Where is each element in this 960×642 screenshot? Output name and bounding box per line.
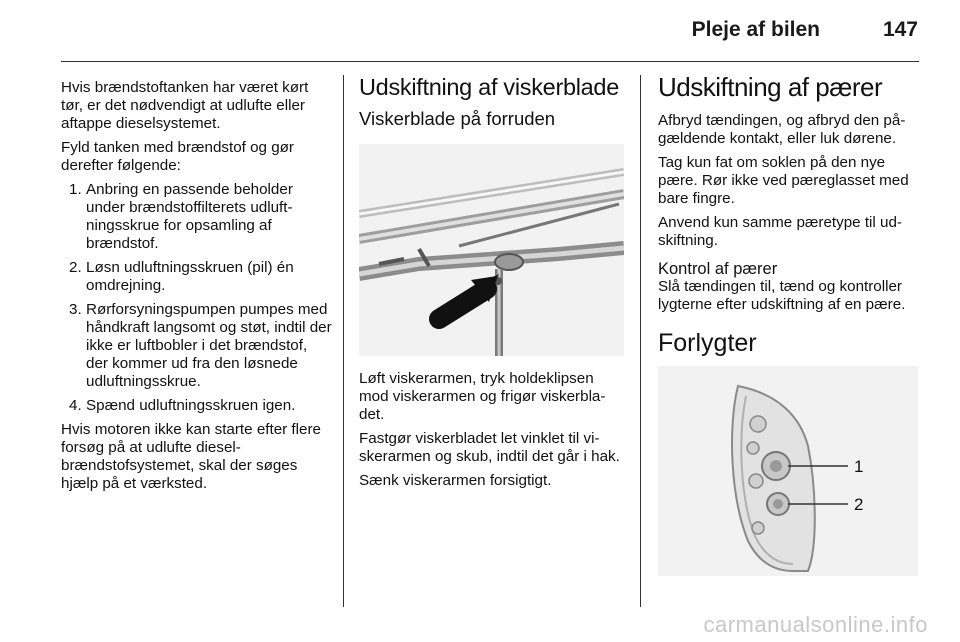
header-divider bbox=[61, 61, 919, 62]
headlight-drawing bbox=[658, 366, 918, 576]
section-heading-wiper: Udskiftning af viskerblade bbox=[359, 74, 619, 100]
subheading-windscreen: Viskerblade på forruden bbox=[359, 108, 556, 129]
check-bulbs-paragraph: Slå tændingen til, tænd og kontroller lygterne efter udskiftning af en pære. bbox=[658, 278, 906, 313]
section-heading-bulbs: Udskiftning af pærer bbox=[658, 72, 883, 102]
instruction-paragraph: Fyld tanken med brændstof og gør derefter følgende: bbox=[61, 139, 294, 174]
column-divider-2 bbox=[640, 75, 641, 607]
subheading-check-bulbs: Kontrol af pærer bbox=[658, 260, 778, 278]
column-3 bbox=[658, 72, 923, 576]
section-heading-headlights: Forlygter bbox=[658, 329, 757, 357]
column-2 bbox=[359, 74, 621, 496]
page-header-title: Pleje af bilen bbox=[691, 18, 820, 41]
watermark: carmanualsonline.info bbox=[703, 612, 928, 637]
wiper-paragraph-3: Sænk viskerarmen forsigtigt. bbox=[359, 472, 552, 489]
headlight-illustration bbox=[658, 366, 918, 576]
bulbs-paragraph-3: Anvend kun samme pæretype til ud-skiftning. bbox=[658, 214, 902, 249]
wiper-paragraph-2: Fastgør viskerbladet let vinklet til vi-skerarmen og skub, indtil det går i hak. bbox=[359, 430, 620, 465]
wiper-drawing bbox=[359, 144, 624, 356]
step-text: Anbring en passende beholder under brændstoffilterets udluft-ningsskrue for opsamling af brændstof. bbox=[86, 181, 293, 252]
wiper-illustration bbox=[359, 144, 624, 356]
wiper-paragraph-1: Løft viskerarmen, tryk holdeklipsen mod viskerarmen og frigør viskerbla-det. bbox=[359, 370, 606, 423]
step-text: Løsn udluftningsskruen (pil) én omdrejning. bbox=[86, 259, 294, 294]
list-item bbox=[61, 301, 333, 391]
step-number: 1. bbox=[69, 181, 82, 198]
step-number: 2. bbox=[69, 259, 82, 276]
page-number: 147 bbox=[882, 18, 918, 41]
step-text: Spænd udluftningsskruen igen. bbox=[86, 397, 296, 414]
step-text: Rørforsyningspumpen pumpes med håndkraft langsomt og støt, indtil der ikke er luftbobler i det brændstof, der kommer ud fra den løsnede udluftningsskrue. bbox=[86, 301, 332, 390]
column-1 bbox=[61, 79, 333, 499]
step-number: 4. bbox=[69, 397, 82, 414]
steps-list bbox=[61, 181, 333, 415]
headlight-label-2: 2 bbox=[854, 495, 864, 514]
headlight-label-1: 1 bbox=[854, 457, 864, 476]
column-divider-1 bbox=[343, 75, 344, 607]
bulbs-paragraph-1: Afbryd tændingen, og afbryd den på-gældende kontakt, eller luk dørene. bbox=[658, 112, 906, 147]
list-item bbox=[61, 259, 333, 295]
outro-paragraph: Hvis motoren ikke kan starte efter flere forsøg på at udlufte diesel-brændstofsystemet, skal der søges hjælp på et værksted. bbox=[61, 421, 321, 492]
list-item bbox=[61, 397, 333, 415]
step-number: 3. bbox=[69, 301, 82, 318]
list-item bbox=[61, 181, 333, 253]
bulbs-paragraph-2: Tag kun fat om soklen på den nye pære. Rør ikke ved pæreglasset med bare fingre. bbox=[658, 154, 909, 207]
intro-paragraph: Hvis brændstoftanken har været kørt tør, er det nødvendigt at udlufte eller aftappe dieselsystemet. bbox=[61, 79, 309, 132]
